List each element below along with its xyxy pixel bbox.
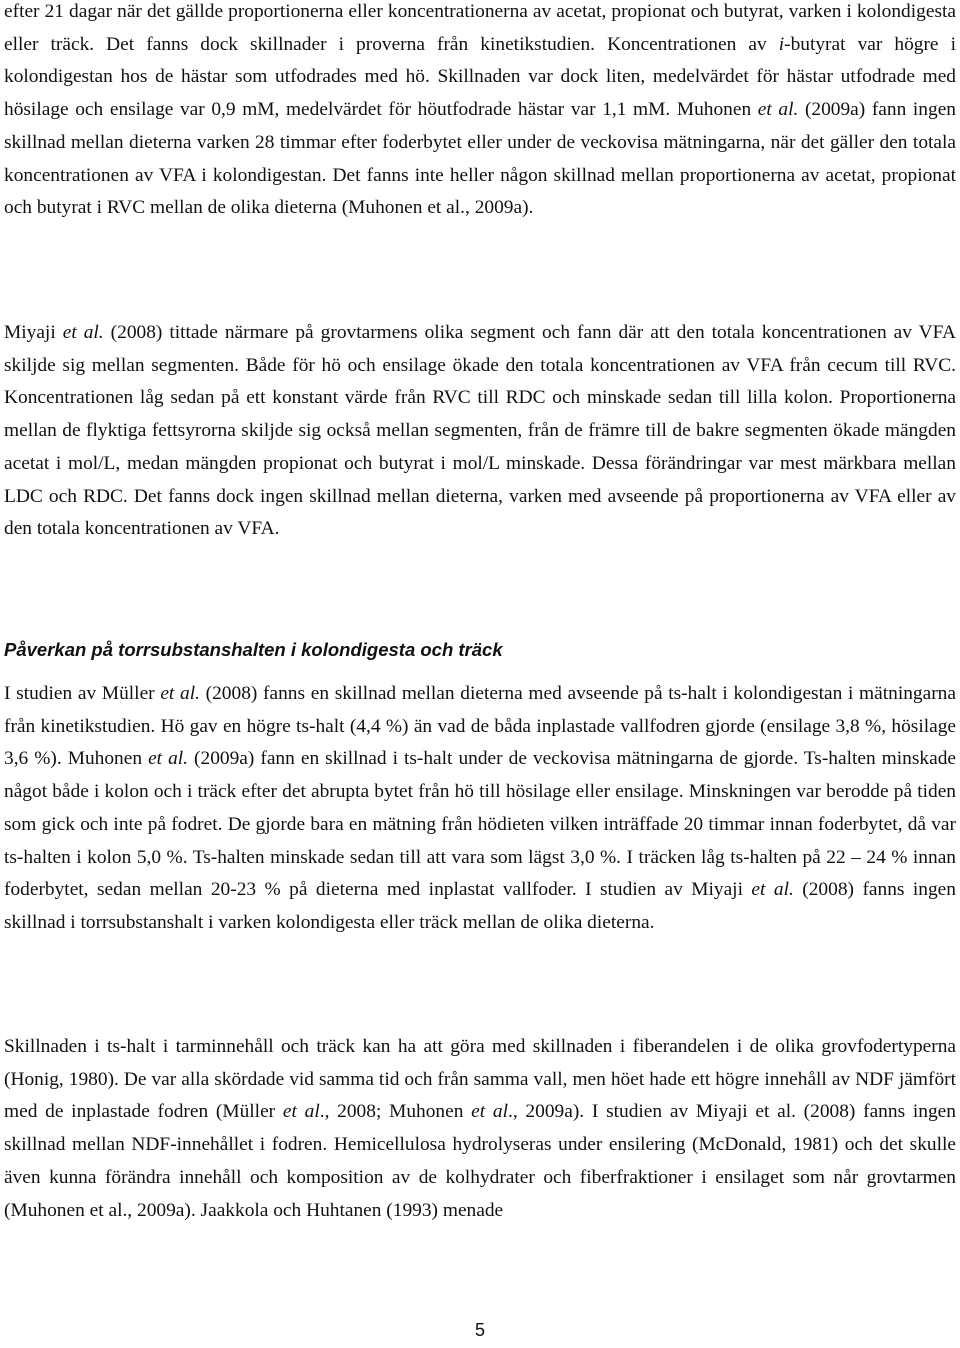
italic-text: et al.: [751, 879, 794, 901]
text-run: ., 2008; Muhonen: [319, 1101, 472, 1123]
italic-text: et al.: [148, 748, 189, 770]
page-number: 5: [474, 1320, 485, 1340]
paragraph-miyaji: [4, 317, 956, 546]
section-heading: Påverkan på torrsubstanshalten i kolondigesta och träck: [4, 639, 503, 660]
italic-text: et al: [471, 1101, 508, 1123]
text-run: (2008) fanns ingen skillnad i torrsubstanshalt i varken kolondigesta eller träck mellan de olika dieterna.: [4, 879, 956, 933]
text-run: (2008) fanns en skillnad mellan dieterna med avseende på ts-halt i kolondigestan i mätningarna från kinetikstudien. Hö gav en högre ts-halt (4,4 %) än vad de båda inplastade vallfodren gjorde (ensilage 3,8 %, hösilage 3,6 %). Muhonen: [4, 683, 956, 770]
italic-text: i: [778, 33, 785, 55]
text-run: ., 2009a). I studien av Miyaji et al. (2008) fanns ingen skillnad mellan NDF-innehållet i fodren. Hemicellulosa hydrolyseras under ensilering (McDonald, 1981) och det skulle även kunna förändra innehåll och komposition av de kolhydrater och fiberfraktioner i ensilaget som når grovtarmen (Muhonen et al., 2009a). Jaakkola och Huhtanen (1993) menade: [4, 1101, 956, 1221]
paragraph-skillnaden: [4, 1031, 956, 1227]
text-run: (2009a) fann ingen skillnad mellan dieterna varken 28 timmar efter foderbytet eller under de veckovisa mätningarna, när det gäller den totala koncentrationen av VFA i kolondigestan. Det fanns inte heller någon skillnad mellan proportionerna av acetat, propionat och butyrat i RVC mellan de olika dieterna (Muhonen et al., 2009a).: [4, 99, 956, 219]
italic-text: et al.: [160, 683, 200, 704]
text-run: Miyaji: [4, 322, 63, 343]
text-run: (2009a) fann en skillnad i ts-halt under de veckovisa mätningarna de gjorde. Ts-halten minskade något både i kolon och i träck efter det abrupta bytet från hö till hösilage eller ensilage. Minskningen var berodde på tiden som gick och inte på fodret. De gjorde bara en mätning från hödieten vilken inträffade 20 timmar innan foderbytet, då var ts-halten i kolon 5,0 %. Ts-halten minskade sedan till att vara som lägst 3,0 %. I träcken låg ts-halten på 22 – 24 % innan foderbytet, sedan mellan 20-23 % på dieterna med inplastat vallfoder. I studien av Miyaji: [4, 748, 956, 901]
text-run: Skillnaden i ts-halt i tarminnehåll och träck kan ha att göra med skillnaden i fiberandelen i de olika grovfodertyperna (Honig, 1980). De var alla skördade vid samma tid och från samma vall, men höet hade ett högre innehåll av NDF jämfört med de inplastade fodren (Müller: [4, 1036, 956, 1123]
italic-text: et al: [282, 1101, 320, 1123]
paragraph-muller: [4, 678, 956, 940]
text-run: -butyrat var högre i kolondigestan hos de hästar som utfodrades med hö. Skillnaden var dock liten, medelvärdet för hästar utfodrade med hösilage och ensilage var 0,9 mM, medelvärdet för höutfodrade hästar var 1,1 mM. Muhonen: [4, 33, 956, 121]
text-run: efter 21 dagar när det gällde proportionerna eller koncentrationerna av acetat, propionat och butyrat, varken i kolondigesta eller träck. Det fanns dock skillnader i proverna från kinetikstudien. Koncentrationen av: [4, 1, 956, 55]
paragraph-vfa-continued: [4, 0, 956, 225]
italic-text: et al.: [62, 322, 104, 343]
text-run: (2008) tittade närmare på grovtarmens olika segment och fann där att den totala koncentrationen av VFA skiljde sig mellan segmenten. Både för hö och ensilage ökade den totala koncentrationen av VFA från cecum till RVC. Koncentrationen låg sedan på ett konstant värde från RVC till RDC och minskade sedan till lilla kolon. Proportionerna mellan de flyktiga fettsyrorna skiljde sig också mellan segmenten, från de främre till de bakre segmenten ökade mängden acetat i mol/L, medan mängden propionat och butyrat i mol/L minskade. Dessa förändringar var mest märkbara mellan LDC och RDC. Det fanns dock ingen skillnad mellan dieterna, varken med avseende på proportionerna av VFA eller av den totala koncentrationen av VFA.: [4, 322, 956, 540]
text-run: I studien av Müller: [4, 683, 161, 704]
italic-text: et al.: [757, 99, 799, 121]
